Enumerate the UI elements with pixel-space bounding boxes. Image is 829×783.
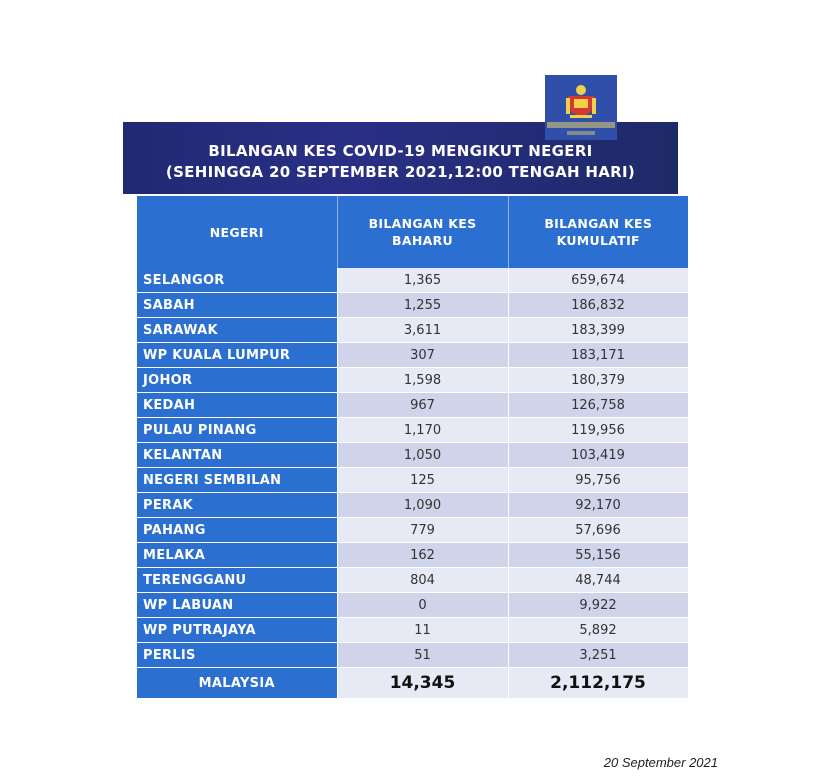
table-row	[137, 518, 688, 543]
state-name-cell: MELAKA	[137, 543, 337, 568]
table-row	[137, 368, 688, 393]
table-row	[137, 293, 688, 318]
state-name-cell: PERLIS	[137, 643, 337, 668]
state-name-cell: SARAWAK	[137, 318, 337, 343]
table-row	[137, 393, 688, 418]
table-row	[137, 268, 688, 293]
new-cases-cell: 1,598	[337, 368, 508, 393]
footer-date: 20 September 2021	[603, 755, 718, 770]
cumulative-cases-cell: 180,379	[508, 368, 688, 393]
state-name-cell: WP PUTRAJAYA	[137, 618, 337, 643]
new-cases-cell: 804	[337, 568, 508, 593]
new-cases-cell: 1,365	[337, 268, 508, 293]
new-cases-cell: 1,170	[337, 418, 508, 443]
page-title: BILANGAN KES COVID-19 MENGIKUT NEGERI	[208, 142, 593, 160]
column-header-new-cases: BILANGAN KES BAHARU	[337, 196, 508, 268]
state-name-cell: JOHOR	[137, 368, 337, 393]
state-name-cell: KELANTAN	[137, 443, 337, 468]
cumulative-cases-cell: 126,758	[508, 393, 688, 418]
cumulative-cases-cell: 3,251	[508, 643, 688, 668]
new-cases-cell: 3,611	[337, 318, 508, 343]
cumulative-cases-cell: 92,170	[508, 493, 688, 518]
new-cases-cell: 11	[337, 618, 508, 643]
new-cases-cell: 1,255	[337, 293, 508, 318]
logo-caption	[547, 122, 615, 128]
ministry-logo	[545, 75, 617, 140]
column-header-state: NEGERI	[137, 196, 337, 268]
page-subtitle: (SEHINGGA 20 SEPTEMBER 2021,12:00 TENGAH HARI)	[165, 163, 636, 181]
state-name-cell: WP LABUAN	[137, 593, 337, 618]
column-header-cumulative-cases: BILANGAN KES KUMULATIF	[508, 196, 688, 268]
new-cases-cell: 162	[337, 543, 508, 568]
state-name-cell: SABAH	[137, 293, 337, 318]
table-row	[137, 643, 688, 668]
table-body	[137, 268, 688, 698]
total-cumulative-cases-cell: 2,112,175	[508, 668, 688, 699]
state-name-cell: WP KUALA LUMPUR	[137, 343, 337, 368]
table-row	[137, 493, 688, 518]
table-header-row	[137, 196, 688, 268]
table-row	[137, 543, 688, 568]
total-new-cases-cell: 14,345	[337, 668, 508, 699]
table-row	[137, 418, 688, 443]
new-cases-cell: 779	[337, 518, 508, 543]
state-name-cell: PERAK	[137, 493, 337, 518]
state-name-cell: NEGERI SEMBILAN	[137, 468, 337, 493]
total-label-cell: MALAYSIA	[137, 668, 337, 699]
cumulative-cases-cell: 183,171	[508, 343, 688, 368]
cumulative-cases-cell: 5,892	[508, 618, 688, 643]
new-cases-cell: 307	[337, 343, 508, 368]
cumulative-cases-cell: 95,756	[508, 468, 688, 493]
cumulative-cases-cell: 119,956	[508, 418, 688, 443]
state-name-cell: PAHANG	[137, 518, 337, 543]
logo-caption-line	[567, 131, 595, 135]
covid-cases-table	[137, 196, 689, 698]
cumulative-cases-cell: 186,832	[508, 293, 688, 318]
total-row	[137, 668, 688, 699]
cumulative-cases-cell: 9,922	[508, 593, 688, 618]
new-cases-cell: 51	[337, 643, 508, 668]
cumulative-cases-cell: 55,156	[508, 543, 688, 568]
table-row	[137, 443, 688, 468]
state-name-cell: KEDAH	[137, 393, 337, 418]
table-row	[137, 593, 688, 618]
new-cases-cell: 967	[337, 393, 508, 418]
table-row	[137, 343, 688, 368]
state-name-cell: TERENGGANU	[137, 568, 337, 593]
state-name-cell: SELANGOR	[137, 268, 337, 293]
state-name-cell: PULAU PINANG	[137, 418, 337, 443]
cumulative-cases-cell: 48,744	[508, 568, 688, 593]
cumulative-cases-cell: 183,399	[508, 318, 688, 343]
table-row	[137, 318, 688, 343]
malaysia-coat-of-arms-icon	[562, 82, 600, 120]
new-cases-cell: 0	[337, 593, 508, 618]
cumulative-cases-cell: 659,674	[508, 268, 688, 293]
new-cases-cell: 125	[337, 468, 508, 493]
new-cases-cell: 1,050	[337, 443, 508, 468]
table-row	[137, 568, 688, 593]
cumulative-cases-cell: 57,696	[508, 518, 688, 543]
table-row	[137, 618, 688, 643]
new-cases-cell: 1,090	[337, 493, 508, 518]
table-row	[137, 468, 688, 493]
cumulative-cases-cell: 103,419	[508, 443, 688, 468]
